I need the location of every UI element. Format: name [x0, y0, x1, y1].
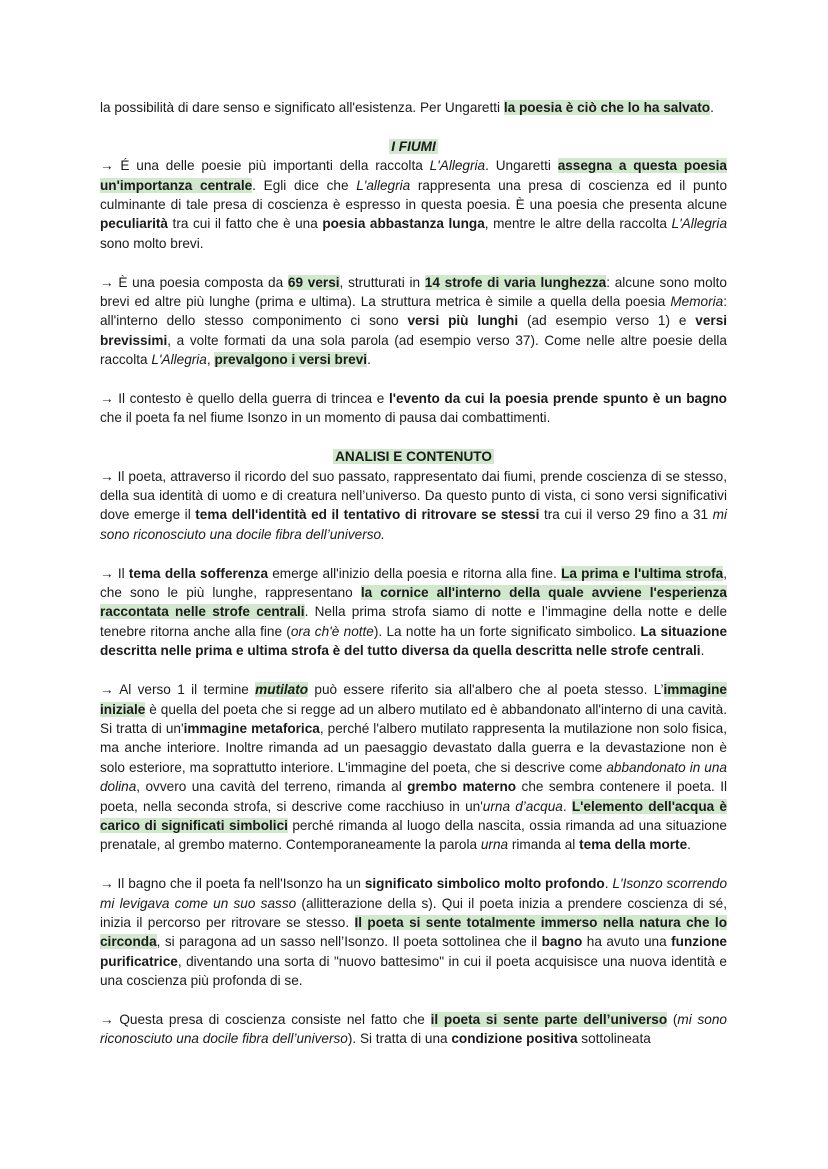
text-run: 14 strofe di varia lunghezza [424, 274, 607, 290]
text-run: mutilato [255, 682, 309, 698]
text-run: emerge all'inizio della poesia e ritorna alla fine. [268, 565, 562, 581]
heading-i-fiumi-text: I FIUMI [391, 138, 436, 154]
text-run: urna [480, 837, 509, 853]
text-run: . [604, 876, 613, 892]
text-run: ha avuto una [582, 934, 672, 950]
text-run: versi brevissimi [100, 313, 728, 348]
text-run: ( [667, 1011, 678, 1027]
text-run: la cornice all'interno della quale avviene l'esperienza raccontata nelle strofe centrali [100, 585, 727, 620]
text-run: immagine metaforica [183, 720, 320, 736]
text-run: L'allegria [356, 177, 411, 193]
text-run: la poesia è ciò che lo ha salvato [503, 100, 711, 115]
text-run: l'evento da cui la poesia prende spunto è un bagno [388, 391, 727, 407]
paragraph-context [100, 389, 727, 428]
paragraph-importance [100, 156, 727, 253]
text-run: (allitterazione della s). Qui il poeta inizia a prendere coscienza di sé, inizia il percorso per ritrovare se stesso. [100, 895, 727, 930]
text-run: perché rimanda al luogo della nascita, ossia rimanda ad una situazione prenatale, al grembo materno. Contemporaneamente la parola [100, 817, 727, 853]
text-run: che il poeta fa nel fiume Isonzo in un momento di pausa dai combattimenti. [100, 410, 551, 426]
text-run: . [562, 798, 572, 814]
text-run: significato simbolico molto profondo [364, 876, 605, 892]
text-run: che sembra contenere il poeta. Il poeta, nella seconda strofa, si descrive come racchiuso in un' [100, 779, 728, 814]
text-run: urna d’acqua [482, 798, 563, 814]
text-run: → É una delle poesie più importanti della raccolta [100, 158, 430, 174]
text-run: → Questa presa di coscienza consiste nel fatto che [100, 1011, 431, 1027]
text-run: tema dell'identità ed il tentativo di ritrovare se stessi [195, 507, 540, 523]
heading-analisi [100, 447, 727, 466]
text-run: → Al verso 1 il termine [100, 682, 256, 698]
text-run: L'Isonzo scorrendo mi levigava come un suo sasso [100, 876, 728, 911]
text-run: : alcune sono molto brevi ed altre più lunghe (prima e ultima). La struttura metrica è simile a quella della poesia [100, 274, 727, 310]
text-run: funzione purificatrice [100, 934, 727, 969]
text-run: , strutturati in [339, 274, 425, 290]
text-run: prevalgono i versi brevi [214, 352, 368, 368]
text-run: L'Allegria [429, 158, 486, 174]
text-run: . [710, 100, 714, 115]
text-run: , ovvero una cavità del terreno, rimanda al [136, 779, 408, 795]
text-run: può essere riferito sia all'albero che al poeta stesso. L’ [308, 682, 664, 698]
text-run: , [206, 352, 215, 368]
text-run: ). La notte ha un forte significato simbolico. [373, 623, 641, 639]
text-run: assegna a questa poesia un'importanza centrale [100, 158, 727, 193]
paragraph-structure [100, 273, 727, 370]
text-run: tema della morte [579, 837, 688, 853]
text-run: grembo materno [407, 779, 517, 795]
text-run: tra cui il fatto che è una [168, 216, 323, 232]
text-run: immagine iniziale [100, 682, 727, 717]
paragraph-intro [100, 98, 727, 117]
text-run: Memoria [670, 294, 724, 310]
text-run: La situazione descritta nelle prima e ultima strofa è del tutto diversa da quella descritta nelle strofe centrali [100, 623, 728, 659]
text-run: Il poeta si sente totalmente immerso nella natura che lo circonda [100, 914, 727, 950]
text-run: rimanda al [508, 837, 580, 853]
text-run: sottolineata [577, 1031, 651, 1047]
text-run: , che sono le più lunghe, rappresentano [100, 565, 728, 601]
text-run: ). Si tratta di una [347, 1031, 452, 1047]
text-run: . Egli dice che [252, 177, 357, 193]
heading-analisi-text: ANALISI E CONTENUTO [335, 449, 492, 465]
text-run: : all'interno dello stesso componimento ci sono [100, 294, 727, 329]
text-run: (ad esempio verso 1) e [518, 313, 696, 329]
text-run: sono molto brevi. [100, 235, 204, 251]
text-run: → Il contesto è quello della guerra di trincea e [100, 391, 389, 407]
text-run: poesia abbastanza lunga [322, 216, 485, 232]
text-run: , si paragona ad un sasso nell’Isonzo. Il poeta sottolinea che il [156, 934, 542, 950]
text-run: , mentre le altre della raccolta [484, 216, 672, 232]
paragraph-mutilato [100, 680, 727, 855]
text-run: . [367, 352, 371, 368]
text-run: La prima e l'ultima strofa [561, 565, 724, 581]
document-page [100, 98, 727, 1049]
text-run: L'Allegria [671, 216, 728, 232]
text-run: condizione positiva [451, 1031, 578, 1047]
text-run: → Il poeta, attraverso il ricordo del suo passato, rappresentato dai fiumi, prende coscienza di se stesso, della sua identità di uomo e di creatura nell’universo. Da questo punto di vista, ci sono versi significativi dove emerge il [100, 468, 727, 523]
paragraph-bagno [100, 874, 727, 990]
text-run: mi sono riconosciuto una docile fibra dell’universo. [100, 507, 727, 542]
text-run: abbandonato in una dolina [100, 759, 727, 795]
text-run: L'elemento dell'acqua è carico di significati simbolici [100, 798, 727, 833]
text-run: → Il bagno che il poeta fa nell'Isonzo ha un [100, 876, 365, 892]
paragraph-universo [100, 1010, 727, 1049]
text-run: versi più lunghi [407, 313, 519, 329]
text-run: ora ch'è notte [290, 623, 374, 639]
text-run: → È una poesia composta da [100, 274, 288, 290]
text-run: è quella del poeta che si regge ad un albero mutilato ed è abbandonato all'interno di una cavità. Si tratta di un' [100, 701, 727, 736]
text-run: → Il [100, 565, 129, 581]
text-run: rappresenta una presa di coscienza ed il punto culminante di tale presa di coscienza è espresso in questa poesia. È una poesia che presenta alcune [100, 177, 728, 213]
text-run: , perché l'albero mutilato rappresenta la mutilazione non solo fisica, ma anche interiore. Inoltre rimanda ad un paesaggio devastato dalla guerra e la devastazione non è solo esteriore, ma soprattutto interiore. L'immagine del poeta, che si descrive come [100, 720, 728, 775]
paragraph-identity [100, 467, 727, 545]
text-run: tema della sofferenza [128, 565, 269, 581]
text-run: , diventando una sorta di "nuovo battesimo" in cui il poeta acquisisce una nuova identità e una coscienza più profonda di se. [100, 953, 727, 989]
text-run: mi sono riconosciuto una docile fibra dell’universo [100, 1011, 727, 1047]
text-run: il poeta si sente parte dell’universo [430, 1011, 668, 1027]
text-run: . Nella prima strofa siamo di notte e l’immagine della notte e delle tenebre ritorna anche alla fine ( [100, 604, 728, 639]
text-run: . [700, 643, 705, 659]
text-run: bagno [541, 934, 583, 950]
text-run: 69 versi [287, 274, 340, 290]
text-run: . Ungaretti [485, 158, 558, 174]
heading-i-fiumi [100, 137, 727, 156]
text-run: peculiarità [100, 216, 168, 232]
text-run: tra cui il verso 29 fino a 31 [539, 507, 713, 523]
text-run: , a volte formati da una sola parola (ad esempio verso 37). Come nelle altre poesie della raccolta [100, 332, 727, 368]
text-run: L'Allegria [151, 352, 207, 368]
paragraph-suffering [100, 564, 727, 661]
text-run: la possibilità di dare senso e significato all'esistenza. Per Ungaretti [100, 100, 504, 115]
text-run: . [687, 837, 691, 853]
